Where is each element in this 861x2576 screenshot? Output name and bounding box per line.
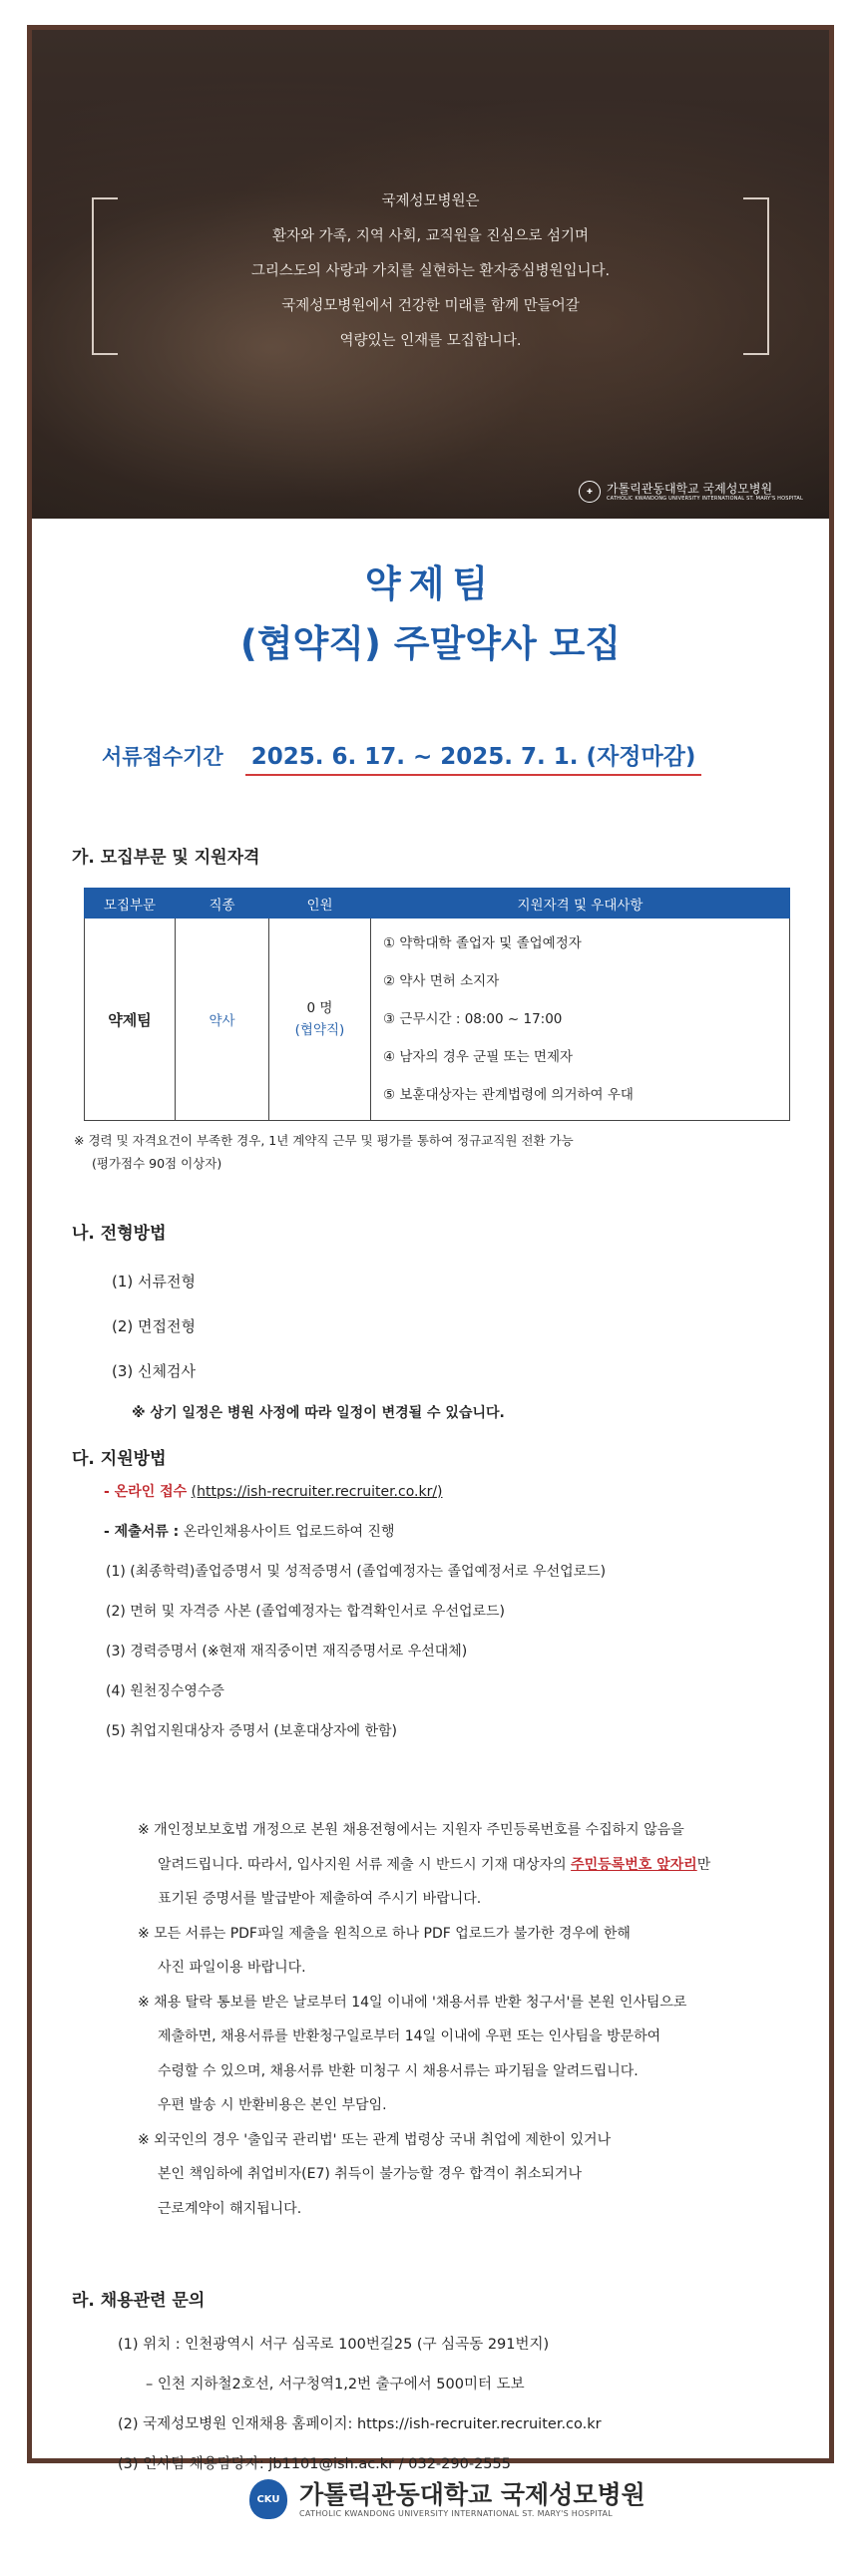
section-d-title: 라. 채용관련 문의 (72, 2291, 206, 2311)
poster-frame (27, 25, 834, 2472)
section-a-title: 가. 모집부문 및 지원자격 (72, 848, 260, 868)
university-emblem-icon: CKU (249, 2479, 287, 2519)
docs-row (104, 1521, 822, 1561)
schedule-note: ※ 상기 일정은 병원 사정에 따라 일정이 변경될 수 있습니다. (132, 1405, 505, 1421)
step-item: (2) 면접전형 (112, 1317, 196, 1335)
docs-text: 온라인채용사이트 업로드하여 진행 (183, 1524, 395, 1540)
hero-logo (579, 481, 803, 503)
table-header: 모집부문 (85, 889, 176, 919)
note-line: 제출하면, 채용서류를 반환청구일로부터 14일 이내에 우편 또는 인사팀을 방문하여 (158, 2028, 661, 2044)
period-label: 서류접수기간 (102, 745, 223, 769)
contact-item: (1) 위치 : 인천광역시 서구 심곡로 100번길25 (구 심곡동 291번지) (118, 2337, 550, 2353)
note-line: ※ 모든 서류는 PDF파일 제출을 원칙으로 하나 PDF 업로드가 불가한 경우에 한해 (138, 1925, 631, 1942)
online-apply-label: 온라인 접수 (114, 1484, 188, 1500)
intro-line: 환자와 가족, 지역 사회, 교직원을 진심으로 섬기며 (271, 228, 589, 244)
note-line: 사진 파일이용 바랍니다. (158, 1960, 306, 1976)
table-header: 지원자격 및 우대사항 (371, 889, 790, 919)
footer-hospital-name: 가톨릭관동대학교 국제성모병원 (299, 2479, 646, 2509)
table-row (85, 919, 790, 1121)
recruit-table (84, 888, 790, 1121)
period-value: 2025. 6. 17. ~ 2025. 7. 1. (자정마감) (245, 738, 702, 776)
application-period (102, 738, 701, 776)
contact-info (118, 2334, 816, 2493)
hospital-seal-icon: ✚ (579, 481, 601, 503)
step-item: (3) 신체검사 (112, 1362, 196, 1380)
selection-steps (112, 1272, 196, 1406)
page-title-line1: 약제팀 (364, 562, 497, 605)
online-apply-row (104, 1481, 822, 1521)
count-cell (269, 919, 371, 1121)
intro-line: 역량있는 인재를 모집합니다. (339, 333, 522, 349)
note-line: ※ 개인정보보호법 개정으로 본원 채용전형에서는 지원자 주민등록번호를 수집하지 않음을 (138, 1822, 684, 1838)
count-note: (협약직) (294, 1022, 345, 1038)
footer-hospital-sub: CATHOLIC KWANDONG UNIVERSITY INTERNATIONAL ST. MARY'S HOSPITAL (299, 2508, 613, 2518)
contact-item: – 인천 지하철2호선, 서구청역1,2번 출구에서 500미터 도보 (146, 2377, 525, 2392)
note-line: 본인 책임하에 취업비자(E7) 취득이 불가능할 경우 합격이 취소되거나 (158, 2166, 582, 2182)
doc-item: (5) 취업지원대상자 증명서 (보훈대상자에 한함) (106, 1723, 397, 1739)
table-header-row (85, 889, 790, 919)
note-line: ※ 외국인의 경우 '출입국 관리법' 또는 관계 법령상 국내 취업에 제한이 있거나 (138, 2131, 612, 2148)
apply-notes (138, 1813, 826, 2226)
intro-line: 국제성모병원에서 건강한 미래를 함께 만들어갈 (281, 298, 580, 314)
count-value: 0 명 (306, 1000, 333, 1016)
contact-item[interactable]: (2) 국제성모병원 인재채용 홈페이지: https://ish-recruiter.recruiter.co.kr (118, 2416, 602, 2432)
section-b-title: 나. 전형방법 (72, 1224, 167, 1244)
doc-item: (3) 경력증명서 (※현재 재직중이면 재직증명서로 우선대체) (106, 1644, 468, 1659)
note-line: (평가점수 90점 이상자) (92, 1156, 222, 1171)
note-line: ※ 경력 및 자격요건이 부족한 경우, 1년 계약직 근무 및 평가를 통하여 정규교직원 전환 가능 (74, 1133, 574, 1148)
qualification-item: ③ 근무시간 : 08:00 ~ 17:00 (383, 1011, 563, 1027)
qualification-item: ④ 남자의 경우 군필 또는 면제자 (383, 1049, 574, 1065)
note-text: 만 (696, 1856, 711, 1873)
doc-item: (4) 원천징수영수증 (106, 1683, 224, 1699)
doc-item: (2) 면허 및 자격증 사본 (졸업예정자는 합격확인서로 우선업로드) (106, 1604, 506, 1620)
online-prefix: - (104, 1484, 115, 1500)
online-apply-link[interactable]: (https://ish-recruiter.recruiter.co.kr/) (191, 1484, 443, 1500)
hero-logo-sub: CATHOLIC KWANDONG UNIVERSITY INTERNATIONAL ST. MARY'S HOSPITAL (606, 495, 803, 502)
contact-item[interactable]: (3) 인사팀 채용담당자: jb1101@ish.ac.kr / 032-290-2555 (118, 2456, 511, 2472)
intro-line: 국제성모병원은 (381, 193, 480, 209)
section-a-note (74, 1129, 832, 1175)
note-line: 수령할 수 있으며, 채용서류 반환 미청구 시 채용서류는 파기됨을 알려드립니다. (158, 2062, 639, 2079)
qualification-item: ⑤ 보훈대상자는 관계법령에 의거하여 우대 (383, 1087, 634, 1103)
note-line: ※ 채용 탈락 통보를 받은 날로부터 14일 이내에 '채용서류 반환 청구서'를 본원 인사팀으로 (138, 1994, 687, 2011)
hero-logo-name: 가톨릭관동대학교 국제성모병원 (606, 481, 773, 496)
note-line (138, 1848, 826, 1883)
table-header: 직종 (176, 889, 269, 919)
hero-banner (32, 30, 829, 519)
dept-cell: 약제팀 (85, 919, 176, 1121)
docs-label: - 제출서류 : (104, 1524, 180, 1540)
hero-intro (32, 184, 829, 359)
note-line: 표기된 증명서를 발급받아 제출하여 주시기 바랍니다. (158, 1891, 482, 1907)
job-cell: 약사 (176, 919, 269, 1121)
page-title-line2: (협약직) 주말약사 모집 (239, 622, 622, 665)
intro-line: 그리스도의 사랑과 가치를 실현하는 환자중심병원입니다. (250, 263, 611, 279)
apply-method (104, 1481, 822, 1760)
qualification-item: ① 약학대학 졸업자 및 졸업예정자 (383, 935, 582, 951)
doc-item: (1) (최종학력)졸업증명서 및 성적증명서 (졸업예정자는 졸업예정서로 우선업로드) (106, 1564, 607, 1580)
table-header: 인원 (269, 889, 371, 919)
section-c-title: 다. 지원방법 (72, 1449, 167, 1469)
note-highlight: 주민등록번호 앞자리 (571, 1856, 697, 1873)
note-line: 우편 발송 시 반환비용은 본인 부담임. (158, 2097, 387, 2113)
note-line: 근로계약이 해지됩니다. (158, 2200, 302, 2217)
footer-logo (249, 2479, 646, 2519)
qualification-cell (371, 919, 790, 1121)
qualification-item: ② 약사 면허 소지자 (383, 973, 500, 989)
step-item: (1) 서류전형 (112, 1273, 196, 1290)
note-text: 알려드립니다. 따라서, 입사지원 서류 제출 시 반드시 기재 대상자의 (158, 1856, 572, 1873)
